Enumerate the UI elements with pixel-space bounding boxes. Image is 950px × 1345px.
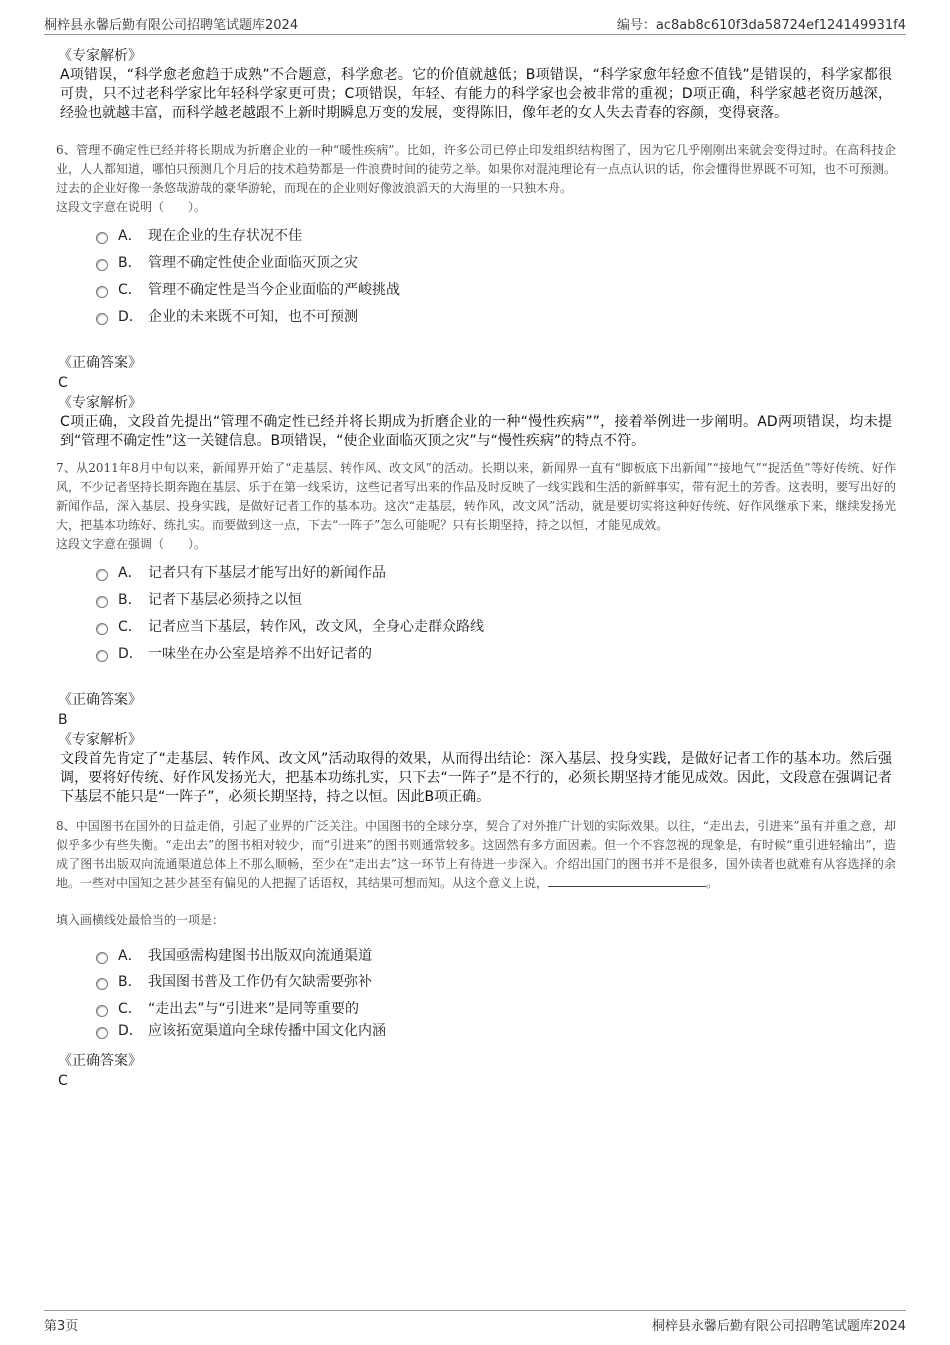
q7-option-b[interactable] [96, 585, 896, 612]
q8-text [56, 817, 896, 893]
radio-button[interactable] [96, 650, 108, 662]
q8-answer: C [58, 1073, 68, 1089]
q6-option-a[interactable] [96, 221, 896, 248]
option-text: 我国亟需构建图书出版双向流通渠道 [148, 947, 372, 964]
footer-title: 桐梓县永馨后勤有限公司招聘笔试题库2024 [651, 1319, 906, 1334]
radio-button[interactable] [96, 232, 108, 244]
q6-option-d[interactable] [96, 302, 896, 329]
option-letter: D． [118, 645, 143, 662]
correct-answer-label: 《正确答案》 [58, 355, 142, 371]
option-text: 一味坐在办公室是培养不出好记者的 [148, 645, 372, 662]
q6-options [96, 221, 896, 329]
q8-option-c[interactable] [96, 995, 896, 1021]
q7-option-d[interactable] [96, 639, 896, 666]
q6-option-c[interactable] [96, 275, 896, 302]
option-text: 记者下基层必须持之以恒 [148, 591, 302, 608]
q8-options [96, 942, 896, 1039]
page-header [44, 12, 906, 35]
correct-answer-label: 《正确答案》 [58, 1053, 142, 1069]
q6-stem: 这段文字意在说明（ ）。 [56, 200, 207, 214]
radio-button[interactable] [96, 952, 108, 964]
expert-analysis-label: 《专家解析》 [58, 395, 142, 411]
q7-text: 7、从2011年8月中旬以来，新闻界开始了“走基层、转作风、改文风”的活动。长期以来，新闻界一直有“脚板底下出新闻”“接地气”“捉活鱼”等好传统、好作风，不少记者坚持长期奔跑在基层、乐于在第一线采访，这些记者写出来的作品及时反映了一线实践和生活的新鲜事实，带有泥土的芳香。这表明，要写出好的新闻作品，深入基层、投身实践，是做好记者工作的基本功。这次“走基层，转作风，改文风”活动，就是要切实将这种好传统、好作风继承下来，继续发扬光大，把基本功练好、练扎实。而要做到这一点，下去“一阵子”怎么可能呢？只有长期坚持，持之以恒，才能见成效。 [56, 461, 897, 532]
radio-button[interactable] [96, 596, 108, 608]
option-letter: C． [118, 1001, 142, 1017]
radio-button[interactable] [96, 569, 108, 581]
option-text: 企业的未来既不可知，也不可预测 [148, 308, 358, 325]
option-text: 记者应当下基层，转作风，改文风，全身心走群众路线 [148, 618, 484, 635]
option-text: 管理不确定性使企业面临灭顶之灾 [148, 254, 358, 271]
option-text: 管理不确定性是当今企业面临的严峻挑战 [148, 281, 400, 298]
option-text: 应该拓宽渠道向全球传播中国文化内涵 [148, 1023, 386, 1039]
q6-option-b[interactable] [96, 248, 896, 275]
radio-button[interactable] [96, 1027, 108, 1039]
page-content [56, 46, 896, 1091]
expert-analysis-label: 《专家解析》 [58, 732, 142, 748]
correct-answer-label: 《正确答案》 [58, 692, 142, 708]
radio-button[interactable] [96, 313, 108, 325]
option-letter: B． [118, 254, 142, 271]
q5-analysis: A项错误，“科学愈老愈趋于成熟”不合题意，科学愈老。它的价值就越低；B项错误，“科学家愈年轻愈不值钱”是错误的，科学家都很可贵，只不过老科学家比年轻科学家更可贵；C项错误，年轻、有能力的科学家也会被非常的重视；D项正确，科学家越老资历越深，经验也就越丰富，而科学越老越跟不上新时期瞬息万变的发展，变得陈旧，像年老的女人失去青春的容颜，变得衰落。 [60, 67, 892, 121]
q8-text-end: 。 [706, 876, 719, 890]
q8-option-b[interactable] [96, 967, 896, 995]
q8-stem: 填入画横线处最恰当的一项是： [56, 913, 225, 927]
radio-button[interactable] [96, 978, 108, 990]
radio-button[interactable] [96, 259, 108, 271]
option-letter: A． [118, 947, 142, 964]
q6-answer: C [58, 375, 68, 391]
option-letter: A． [118, 227, 142, 244]
page-number: 第3页 [44, 1319, 79, 1334]
option-letter: C． [118, 618, 142, 635]
q7-options [96, 558, 896, 666]
option-letter: B． [118, 591, 142, 608]
radio-button[interactable] [96, 623, 108, 635]
q7-stem: 这段文字意在强调（ ）。 [56, 537, 207, 551]
q8-option-a[interactable] [96, 942, 896, 967]
q6-text: 6、管理不确定性已经并将长期成为折磨企业的一种“暖性疾病”。比如，许多公司已停止印发组织结构图了，因为它几乎刚刚出来就会变得过时。在高科技企业，人人都知道，哪怕只预测几个月后的技术趋势都是一件浪费时间的徒劳之举。如果你对混沌理论有一点点认识的话，你会懂得世界既不可知，也不可预测。过去的企业好像一条悠哉游哉的豪华游轮，而现在的企业则好像波浪滔天的大海里的一只独木舟。 [56, 143, 897, 195]
q8-text-body: 8、中国图书在国外的日益走俏，引起了业界的广泛关注。中国图书的全球分享，契合了对外推广计划的实际效果。以往，“走出去，引进来”虽有并重之意，却似乎多少有些失衡。“走出去”的图书相对较少，而“引进来”的图书则通常较多。这固然有多方面因素。但一个不容忽视的现象是，有时候“重引进轻输出”，造成了图书出版双向流通渠道总体上不那么顺畅，至少在“走出去”这一环节上有待进一步深入。介绍出国门的图书并不是很多，国外读者也就难有从容选择的余地。一些对中国知之甚少甚至有偏见的人把握了话语权，其结果可想而知。从这个意义上说， [56, 819, 896, 890]
option-letter: D． [118, 1023, 143, 1039]
q8-option-d[interactable] [96, 1021, 896, 1039]
q7-answer: B [58, 712, 68, 728]
radio-button[interactable] [96, 286, 108, 298]
radio-button[interactable] [96, 1005, 108, 1017]
q7-option-a[interactable] [96, 558, 896, 585]
q6-analysis: C项正确，文段首先提出“管理不确定性已经并将长期成为折磨企业的一种“慢性疾病””，接着举例进一步阐明。AD两项错误，均未提到“管理不确定性”这一关键信息。B项错误，“使企业面临灭顶之灾”与“慢性疾病”的特点不符。 [60, 414, 892, 449]
header-serial: 编号：ac8ab8c610f3da58724ef124149931f4 [616, 18, 906, 33]
q7-analysis: 文段首先肯定了“走基层、转作风、改文风”活动取得的效果，从而得出结论：深入基层、投身实践，是做好记者工作的基本功。然后强调，要将好传统、好作风发扬光大，把基本功练扎实，只下去“一阵子”是不行的，必须长期坚持才能见成效。因此，文段意在强调记者下基层不能只是“一阵子”，必须长期坚持，持之以恒。因此B项正确。 [60, 751, 892, 805]
option-letter: D． [118, 308, 143, 325]
option-text: 现在企业的生存状况不佳 [148, 227, 302, 244]
option-letter: C． [118, 281, 142, 298]
option-letter: B． [118, 974, 142, 990]
page-footer [44, 1310, 906, 1333]
option-letter: A． [118, 564, 142, 581]
expert-analysis-label: 《专家解析》 [58, 48, 142, 64]
q7-option-c[interactable] [96, 612, 896, 639]
option-text: “走出去”与“引进来”是同等重要的 [148, 1001, 360, 1017]
header-title: 桐梓县永馨后勤有限公司招聘笔试题库2024 [44, 18, 299, 33]
fill-blank-line [548, 874, 706, 887]
option-text: 记者只有下基层才能写出好的新闻作品 [148, 564, 386, 581]
option-text: 我国图书普及工作仍有欠缺需要弥补 [148, 974, 372, 990]
